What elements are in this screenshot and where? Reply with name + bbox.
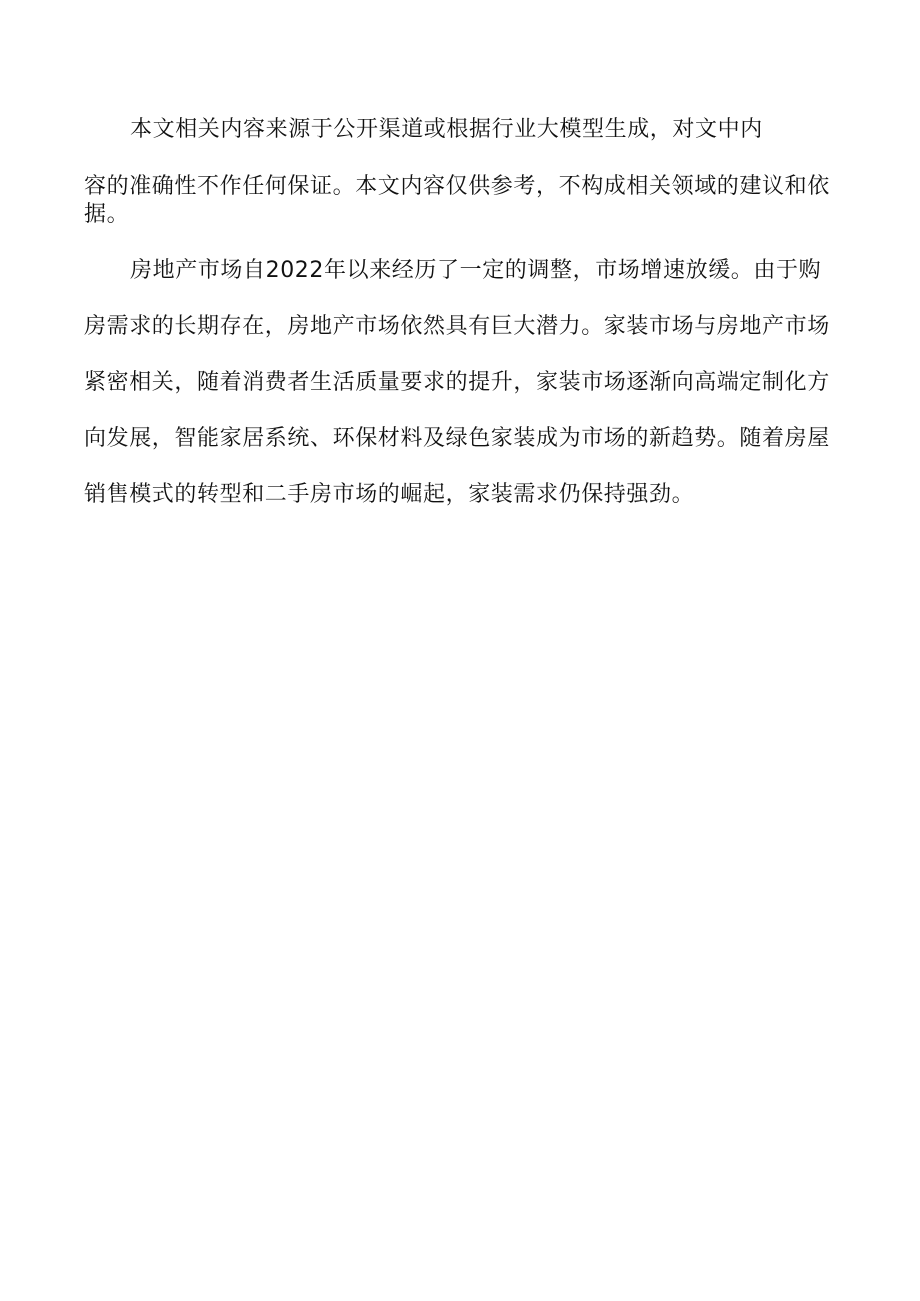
disclaimer-line-1: 本文相关内容来源于公开渠道或根据行业大模型生成，对文中内 bbox=[130, 117, 763, 142]
body-line-2: 房需求的长期存在，房地产市场依然具有巨大潜力。家装市场与房地产市场 bbox=[84, 314, 830, 339]
body-line-3: 紧密相关，随着消费者生活质量要求的提升，家装市场逐渐向高端定制化方 bbox=[84, 370, 830, 395]
disclaimer-line-2: 容的准确性不作任何保证。本文内容仅供参考，不构成相关领域的建议和依 bbox=[84, 174, 830, 199]
body-line-1: 房地产市场自2022年以来经历了一定的调整，市场增速放缓。由于购 bbox=[130, 258, 822, 283]
disclaimer-line-3: 据。 bbox=[84, 202, 130, 227]
body-line-4: 向发展，智能家居系统、环保材料及绿色家装成为市场的新趋势。随着房屋 bbox=[84, 426, 830, 451]
body-line-5: 销售模式的转型和二手房市场的崛起，家装需求仍保持强劲。 bbox=[84, 482, 695, 507]
